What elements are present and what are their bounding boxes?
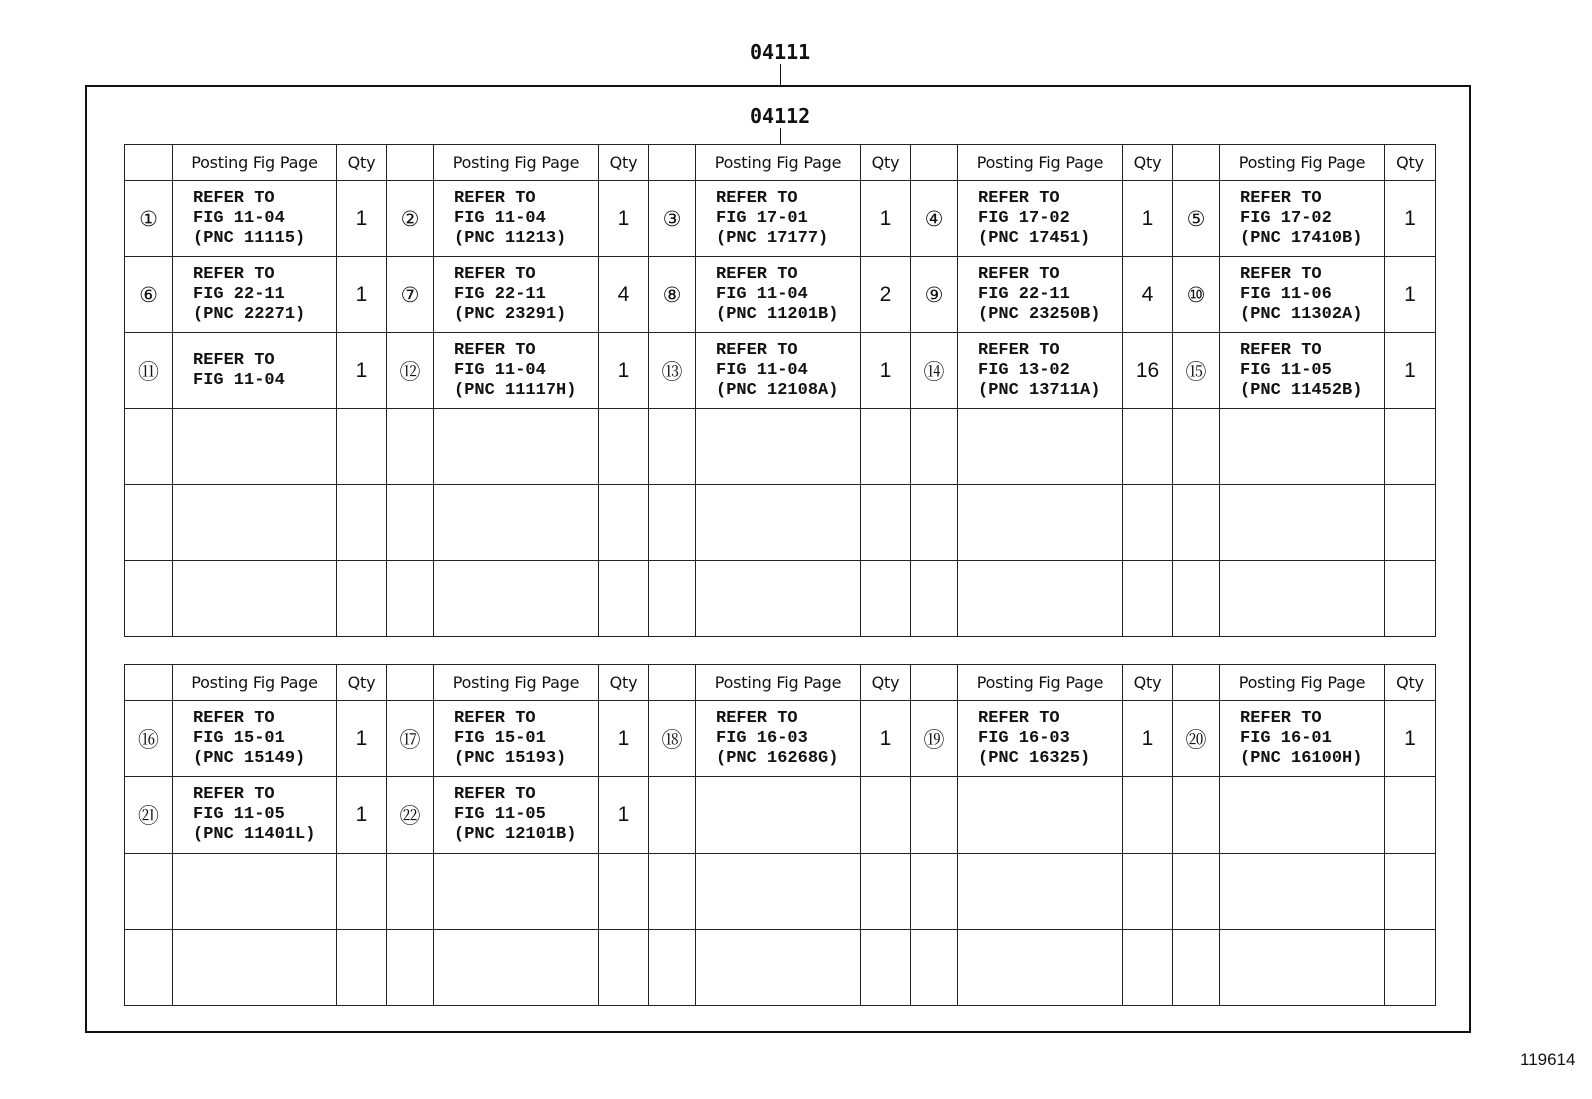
posting-reference (696, 701, 861, 777)
quantity (599, 853, 649, 929)
quantity: 1 (599, 333, 649, 409)
reference-line: FIG 15-01 (454, 728, 546, 748)
reference-line: (PNC 15193) (454, 748, 567, 768)
reference-line: REFER TO (716, 708, 798, 728)
quantity (861, 853, 911, 929)
item-number (387, 409, 434, 485)
item-number: ⑰ (387, 701, 434, 777)
item-number (911, 485, 958, 561)
reference-line: (PNC 16268G) (716, 748, 839, 768)
posting-reference (1220, 777, 1385, 853)
item-number (125, 853, 173, 929)
posting-reference (173, 181, 337, 257)
header-number-cell (387, 665, 434, 701)
reference-line: REFER TO (978, 264, 1060, 284)
reference-line: REFER TO (978, 340, 1060, 360)
quantity (337, 853, 387, 929)
item-number (1173, 929, 1220, 1005)
item-number (387, 853, 434, 929)
header-qty: Qty (337, 665, 387, 701)
reference-line: FIG 16-03 (978, 728, 1070, 748)
posting-reference (1220, 257, 1385, 333)
quantity (337, 485, 387, 561)
posting-reference (958, 929, 1123, 1005)
quantity (861, 561, 911, 637)
header-posting-fig-page: Posting Fig Page (696, 665, 861, 701)
quantity (1385, 485, 1436, 561)
posting-reference (434, 853, 599, 929)
header-posting-fig-page: Posting Fig Page (696, 145, 861, 181)
posting-reference (173, 485, 337, 561)
header-posting-fig-page: Posting Fig Page (173, 665, 337, 701)
quantity (337, 929, 387, 1005)
posting-reference (958, 561, 1123, 637)
reference-line: (PNC 11213) (454, 228, 567, 248)
item-number (1173, 561, 1220, 637)
reference-line: REFER TO (716, 264, 798, 284)
quantity (1123, 409, 1173, 485)
reference-line: REFER TO (193, 188, 275, 208)
posting-reference (958, 257, 1123, 333)
header-row (125, 145, 1436, 181)
item-number: ③ (649, 181, 696, 257)
quantity: 1 (1123, 181, 1173, 257)
posting-reference (173, 853, 337, 929)
header-number-cell (387, 145, 434, 181)
quantity (1385, 561, 1436, 637)
item-number (1173, 485, 1220, 561)
header-number-cell (125, 145, 173, 181)
posting-reference (434, 777, 599, 853)
reference-line: REFER TO (193, 784, 275, 804)
posting-reference (696, 929, 861, 1005)
quantity (599, 561, 649, 637)
reference-line: REFER TO (978, 188, 1060, 208)
quantity: 1 (337, 333, 387, 409)
item-number: ⑯ (125, 701, 173, 777)
reference-line: (PNC 11302A) (1240, 304, 1363, 324)
header-qty: Qty (1123, 145, 1173, 181)
posting-reference (696, 485, 861, 561)
reference-line: REFER TO (454, 264, 536, 284)
table-row (125, 853, 1436, 929)
reference-line: (PNC 15149) (193, 748, 306, 768)
item-number (649, 929, 696, 1005)
table-row (125, 777, 1436, 853)
reference-line: FIG 13-02 (978, 360, 1070, 380)
table-row (125, 485, 1436, 561)
posting-reference (173, 409, 337, 485)
header-number-cell (1173, 665, 1220, 701)
header-posting-fig-page: Posting Fig Page (958, 145, 1123, 181)
reference-line: REFER TO (1240, 264, 1322, 284)
reference-line: REFER TO (454, 708, 536, 728)
reference-line: (PNC 11401L) (193, 824, 316, 844)
reference-line: FIG 11-04 (454, 360, 546, 380)
item-number (911, 561, 958, 637)
reference-line: FIG 11-04 (193, 370, 285, 390)
quantity: 1 (599, 777, 649, 853)
quantity (1385, 409, 1436, 485)
item-number: ④ (911, 181, 958, 257)
quantity (1385, 777, 1436, 853)
reference-line: (PNC 17451) (978, 228, 1091, 248)
item-number: ⑬ (649, 333, 696, 409)
quantity: 1 (1385, 701, 1436, 777)
posting-reference (958, 409, 1123, 485)
quantity: 1 (1123, 701, 1173, 777)
reference-line: FIG 22-11 (454, 284, 546, 304)
inner-assembly-code: 04112 (750, 104, 811, 128)
quantity (337, 409, 387, 485)
quantity (1123, 777, 1173, 853)
header-posting-fig-page: Posting Fig Page (1220, 145, 1385, 181)
quantity (1385, 929, 1436, 1005)
reference-line: REFER TO (454, 188, 536, 208)
table-row (125, 701, 1436, 777)
posting-reference (434, 181, 599, 257)
posting-reference (173, 777, 337, 853)
posting-reference (434, 257, 599, 333)
item-number (125, 409, 173, 485)
header-number-cell (125, 665, 173, 701)
item-number (649, 485, 696, 561)
reference-line: FIG 11-04 (716, 360, 808, 380)
reference-line: FIG 22-11 (193, 284, 285, 304)
reference-line: REFER TO (193, 264, 275, 284)
posting-reference (958, 853, 1123, 929)
posting-reference (434, 409, 599, 485)
item-number (387, 561, 434, 637)
item-number (911, 777, 958, 853)
posting-reference (434, 561, 599, 637)
item-number (911, 409, 958, 485)
item-number (1173, 853, 1220, 929)
reference-line: (PNC 11115) (193, 228, 306, 248)
posting-reference (173, 701, 337, 777)
item-number: ⑨ (911, 257, 958, 333)
item-number: ⑧ (649, 257, 696, 333)
posting-reference (696, 561, 861, 637)
reference-line: REFER TO (1240, 188, 1322, 208)
header-qty: Qty (1385, 145, 1436, 181)
header-qty: Qty (1385, 665, 1436, 701)
item-number (649, 409, 696, 485)
header-number-cell (1173, 145, 1220, 181)
item-number: ⑩ (1173, 257, 1220, 333)
header-qty: Qty (337, 145, 387, 181)
reference-line: FIG 22-11 (978, 284, 1070, 304)
posting-reference (696, 257, 861, 333)
reference-line: FIG 11-05 (454, 804, 546, 824)
item-number (649, 777, 696, 853)
quantity: 1 (1385, 181, 1436, 257)
posting-reference (696, 333, 861, 409)
quantity (861, 485, 911, 561)
posting-reference (696, 181, 861, 257)
reference-line: (PNC 11201B) (716, 304, 839, 324)
item-number (125, 485, 173, 561)
reference-line: FIG 15-01 (193, 728, 285, 748)
header-qty: Qty (599, 665, 649, 701)
quantity (599, 485, 649, 561)
table-row (125, 333, 1436, 409)
header-row (125, 665, 1436, 701)
quantity (599, 929, 649, 1005)
header-qty: Qty (599, 145, 649, 181)
item-number (1173, 409, 1220, 485)
posting-reference (958, 485, 1123, 561)
quantity (337, 561, 387, 637)
posting-reference (173, 257, 337, 333)
posting-reference (1220, 701, 1385, 777)
quantity (1123, 853, 1173, 929)
quantity: 1 (1385, 333, 1436, 409)
header-number-cell (649, 665, 696, 701)
item-number: ② (387, 181, 434, 257)
quantity: 1 (337, 257, 387, 333)
reference-line: (PNC 11117H) (454, 380, 577, 400)
table-row (125, 181, 1436, 257)
image-id: 119614 (1520, 1050, 1576, 1069)
quantity: 1 (861, 701, 911, 777)
quantity: 1 (337, 777, 387, 853)
header-posting-fig-page: Posting Fig Page (958, 665, 1123, 701)
item-number: ⑥ (125, 257, 173, 333)
reference-line: (PNC 16325) (978, 748, 1091, 768)
reference-table-2 (124, 664, 1436, 1006)
reference-line: REFER TO (978, 708, 1060, 728)
reference-line: REFER TO (193, 350, 275, 370)
table-row (125, 409, 1436, 485)
reference-line: FIG 11-04 (454, 208, 546, 228)
reference-line: FIG 11-05 (1240, 360, 1332, 380)
posting-reference (173, 333, 337, 409)
quantity: 1 (861, 333, 911, 409)
item-number (387, 485, 434, 561)
quantity: 16 (1123, 333, 1173, 409)
quantity: 4 (1123, 257, 1173, 333)
reference-line: FIG 16-03 (716, 728, 808, 748)
header-qty: Qty (1123, 665, 1173, 701)
posting-reference (958, 777, 1123, 853)
item-number: ① (125, 181, 173, 257)
quantity (861, 929, 911, 1005)
posting-reference (1220, 181, 1385, 257)
posting-reference (1220, 333, 1385, 409)
quantity (1123, 561, 1173, 637)
posting-reference (173, 929, 337, 1005)
reference-line: FIG 11-04 (193, 208, 285, 228)
posting-reference (434, 701, 599, 777)
reference-line: REFER TO (454, 340, 536, 360)
item-number: ⑱ (649, 701, 696, 777)
reference-line: FIG 16-01 (1240, 728, 1332, 748)
quantity: 1 (599, 181, 649, 257)
item-number (911, 929, 958, 1005)
posting-reference (958, 333, 1123, 409)
reference-line: (PNC 11452B) (1240, 380, 1363, 400)
posting-reference (434, 929, 599, 1005)
reference-line: (PNC 16100H) (1240, 748, 1363, 768)
header-posting-fig-page: Posting Fig Page (173, 145, 337, 181)
inner-code-leader (780, 128, 781, 144)
item-number: ㉒ (387, 777, 434, 853)
reference-line: REFER TO (716, 340, 798, 360)
header-number-cell (911, 145, 958, 181)
reference-line: FIG 17-02 (978, 208, 1070, 228)
item-number: ⑤ (1173, 181, 1220, 257)
item-number (125, 561, 173, 637)
item-number: ㉑ (125, 777, 173, 853)
item-number: ⑫ (387, 333, 434, 409)
reference-line: (PNC 12101B) (454, 824, 577, 844)
item-number (911, 853, 958, 929)
posting-reference (958, 701, 1123, 777)
posting-reference (696, 777, 861, 853)
header-qty: Qty (861, 665, 911, 701)
reference-line: FIG 17-02 (1240, 208, 1332, 228)
reference-line: REFER TO (454, 784, 536, 804)
reference-line: (PNC 23250B) (978, 304, 1101, 324)
table-row (125, 561, 1436, 637)
reference-line: FIG 11-05 (193, 804, 285, 824)
header-number-cell (649, 145, 696, 181)
item-number: ⑦ (387, 257, 434, 333)
item-number: ⑲ (911, 701, 958, 777)
reference-line: REFER TO (1240, 708, 1322, 728)
reference-line: FIG 11-06 (1240, 284, 1332, 304)
outer-assembly-code: 04111 (750, 40, 811, 64)
item-number: ⑮ (1173, 333, 1220, 409)
posting-reference (434, 333, 599, 409)
quantity: 1 (337, 181, 387, 257)
quantity: 1 (337, 701, 387, 777)
posting-reference (1220, 929, 1385, 1005)
reference-line: FIG 11-04 (716, 284, 808, 304)
item-number: ⑪ (125, 333, 173, 409)
header-posting-fig-page: Posting Fig Page (434, 145, 599, 181)
posting-reference (1220, 853, 1385, 929)
outer-code-leader (780, 64, 781, 86)
header-number-cell (911, 665, 958, 701)
reference-line: (PNC 17177) (716, 228, 829, 248)
posting-reference (696, 409, 861, 485)
quantity: 1 (1385, 257, 1436, 333)
table-row (125, 929, 1436, 1005)
item-number (387, 929, 434, 1005)
item-number (125, 929, 173, 1005)
quantity: 1 (861, 181, 911, 257)
item-number (649, 561, 696, 637)
reference-table-1 (124, 144, 1436, 637)
posting-reference (1220, 409, 1385, 485)
posting-reference (696, 853, 861, 929)
quantity (1385, 853, 1436, 929)
reference-line: (PNC 17410B) (1240, 228, 1363, 248)
quantity (861, 409, 911, 485)
header-posting-fig-page: Posting Fig Page (1220, 665, 1385, 701)
table-row (125, 257, 1436, 333)
posting-reference (173, 561, 337, 637)
quantity (599, 409, 649, 485)
posting-reference (958, 181, 1123, 257)
reference-line: REFER TO (193, 708, 275, 728)
quantity: 2 (861, 257, 911, 333)
reference-line: REFER TO (1240, 340, 1322, 360)
quantity (1123, 929, 1173, 1005)
item-number (1173, 777, 1220, 853)
reference-line: (PNC 23291) (454, 304, 567, 324)
reference-line: (PNC 22271) (193, 304, 306, 324)
posting-reference (1220, 561, 1385, 637)
reference-line: (PNC 12108A) (716, 380, 839, 400)
item-number (649, 853, 696, 929)
quantity: 4 (599, 257, 649, 333)
item-number: ⑳ (1173, 701, 1220, 777)
quantity: 1 (599, 701, 649, 777)
posting-reference (434, 485, 599, 561)
quantity (861, 777, 911, 853)
posting-reference (1220, 485, 1385, 561)
header-posting-fig-page: Posting Fig Page (434, 665, 599, 701)
item-number: ⑭ (911, 333, 958, 409)
header-qty: Qty (861, 145, 911, 181)
quantity (1123, 485, 1173, 561)
reference-line: (PNC 13711A) (978, 380, 1101, 400)
reference-line: FIG 17-01 (716, 208, 808, 228)
reference-line: REFER TO (716, 188, 798, 208)
